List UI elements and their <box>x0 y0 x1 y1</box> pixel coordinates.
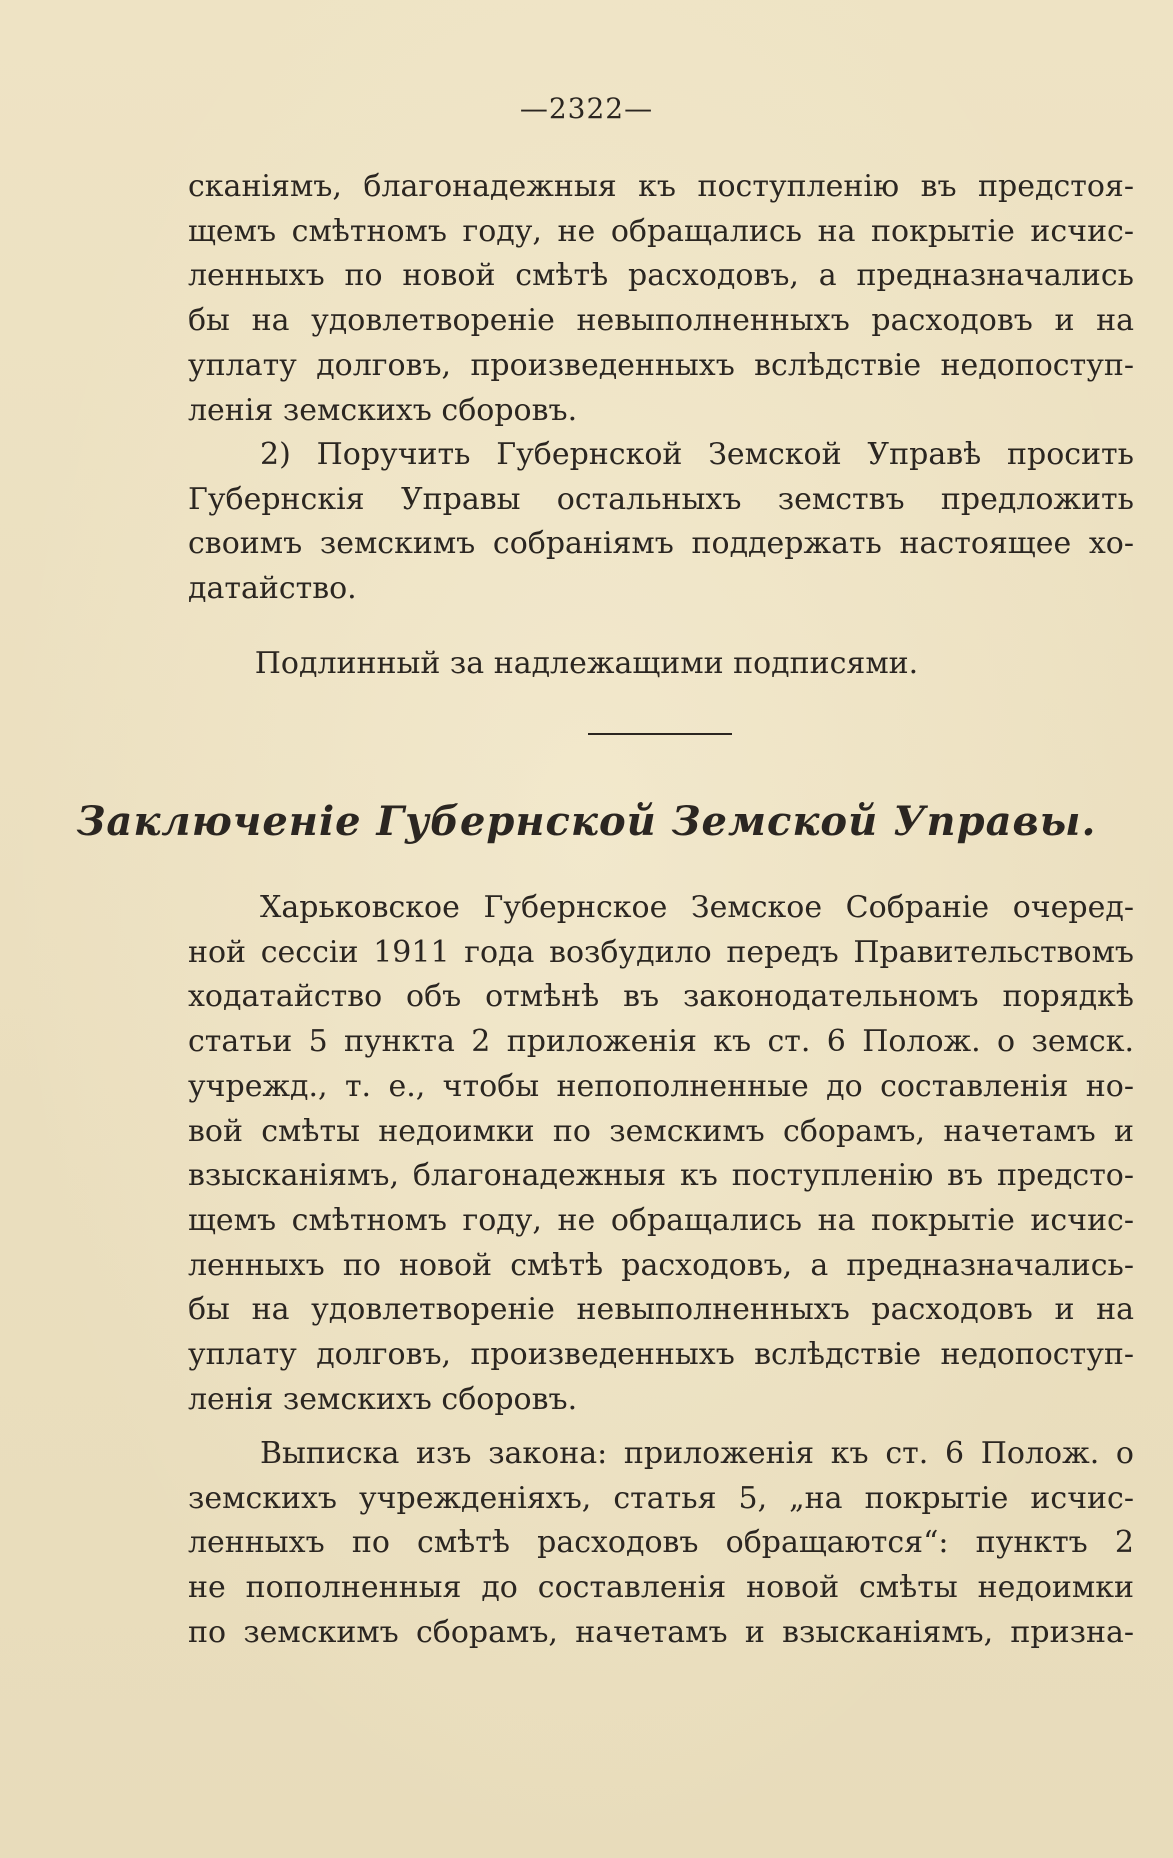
signature-note: Подлинный за надлежащими подписями. <box>254 646 919 681</box>
text-line: бы на удовлетвореніе невыполненныхъ расходовъ и на <box>188 303 1134 339</box>
text-line: статьи 5 пункта 2 приложенія къ ст. 6 Полож. о земск. <box>188 1024 1134 1060</box>
text-line: ленія земскихъ сборовъ. <box>188 1381 578 1417</box>
text-line: уплату долговъ, произведенныхъ вслѣдствіе недопоступ- <box>188 1337 1134 1373</box>
paragraph-conclusion <box>188 886 1134 1422</box>
text-line: учрежд., т. е., чтобы непополненные до составленія но- <box>188 1068 1134 1104</box>
text-line: 2) Поручить Губернской Земской Управѣ просить <box>260 437 1134 472</box>
text-line: ленныхъ по новой смѣтѣ расходовъ, а предназначались <box>188 258 1134 294</box>
text-line: взысканіямъ, благонадежныя къ поступленію въ предсто- <box>188 1158 1134 1194</box>
text-line: своимъ земскимъ собраніямъ поддержать настоящее хо- <box>188 526 1134 562</box>
text-line: ной сессіи 1911 года возбудило передъ Правительствомъ <box>188 934 1134 970</box>
text-line: не пополненныя до составленія новой смѣты недоимки <box>188 1570 1134 1606</box>
text-line: щемъ смѣтномъ году, не обращались на покрытіе исчис- <box>188 213 1134 249</box>
text-line: ходатайство объ отмѣнѣ въ законодательномъ порядкѣ <box>188 979 1134 1015</box>
text-line: ленныхъ по смѣтѣ расходовъ обращаются“: пунктъ 2 <box>188 1525 1134 1561</box>
text-line: бы на удовлетвореніе невыполненныхъ расходовъ и на <box>188 1292 1134 1328</box>
text-line: Выписка изъ закона: приложенія къ ст. 6 Полож. о <box>260 1436 1134 1471</box>
text-line: ленныхъ по новой смѣтѣ расходовъ, а предназначались- <box>188 1247 1134 1283</box>
section-heading: Заключеніе Губернской Земской Управы. <box>76 798 1097 845</box>
text-line: сканіямъ, благонадежныя къ поступленію въ предстоя- <box>188 169 1134 204</box>
text-line: земскихъ учрежденіяхъ, статья 5, „на покрытіе исчис- <box>188 1480 1134 1516</box>
text-line: по земскимъ сборамъ, начетамъ и взысканіямъ, призна- <box>188 1614 1134 1650</box>
text-line: ленія земскихъ сборовъ. <box>188 392 578 428</box>
text-line: щемъ смѣтномъ году, не обращались на покрытіе исчис- <box>188 1202 1134 1238</box>
text-line: вой смѣты недоимки по земскимъ сборамъ, начетамъ и <box>188 1113 1134 1149</box>
paragraph-continuation <box>188 165 1134 433</box>
paragraph-resolution-2 <box>188 433 1134 612</box>
paragraph-law-extract <box>188 1432 1134 1656</box>
text-line: датайство. <box>188 571 357 607</box>
text-line: Губернскія Управы остальныхъ земствъ предложить <box>188 481 1134 517</box>
text-line: Харьковское Губернское Земское Собраніе очеред- <box>260 890 1134 925</box>
section-divider <box>588 733 732 735</box>
page-number: —2322— <box>519 92 654 125</box>
text-line: уплату долговъ, произведенныхъ вслѣдствіе недопоступ- <box>188 347 1134 383</box>
